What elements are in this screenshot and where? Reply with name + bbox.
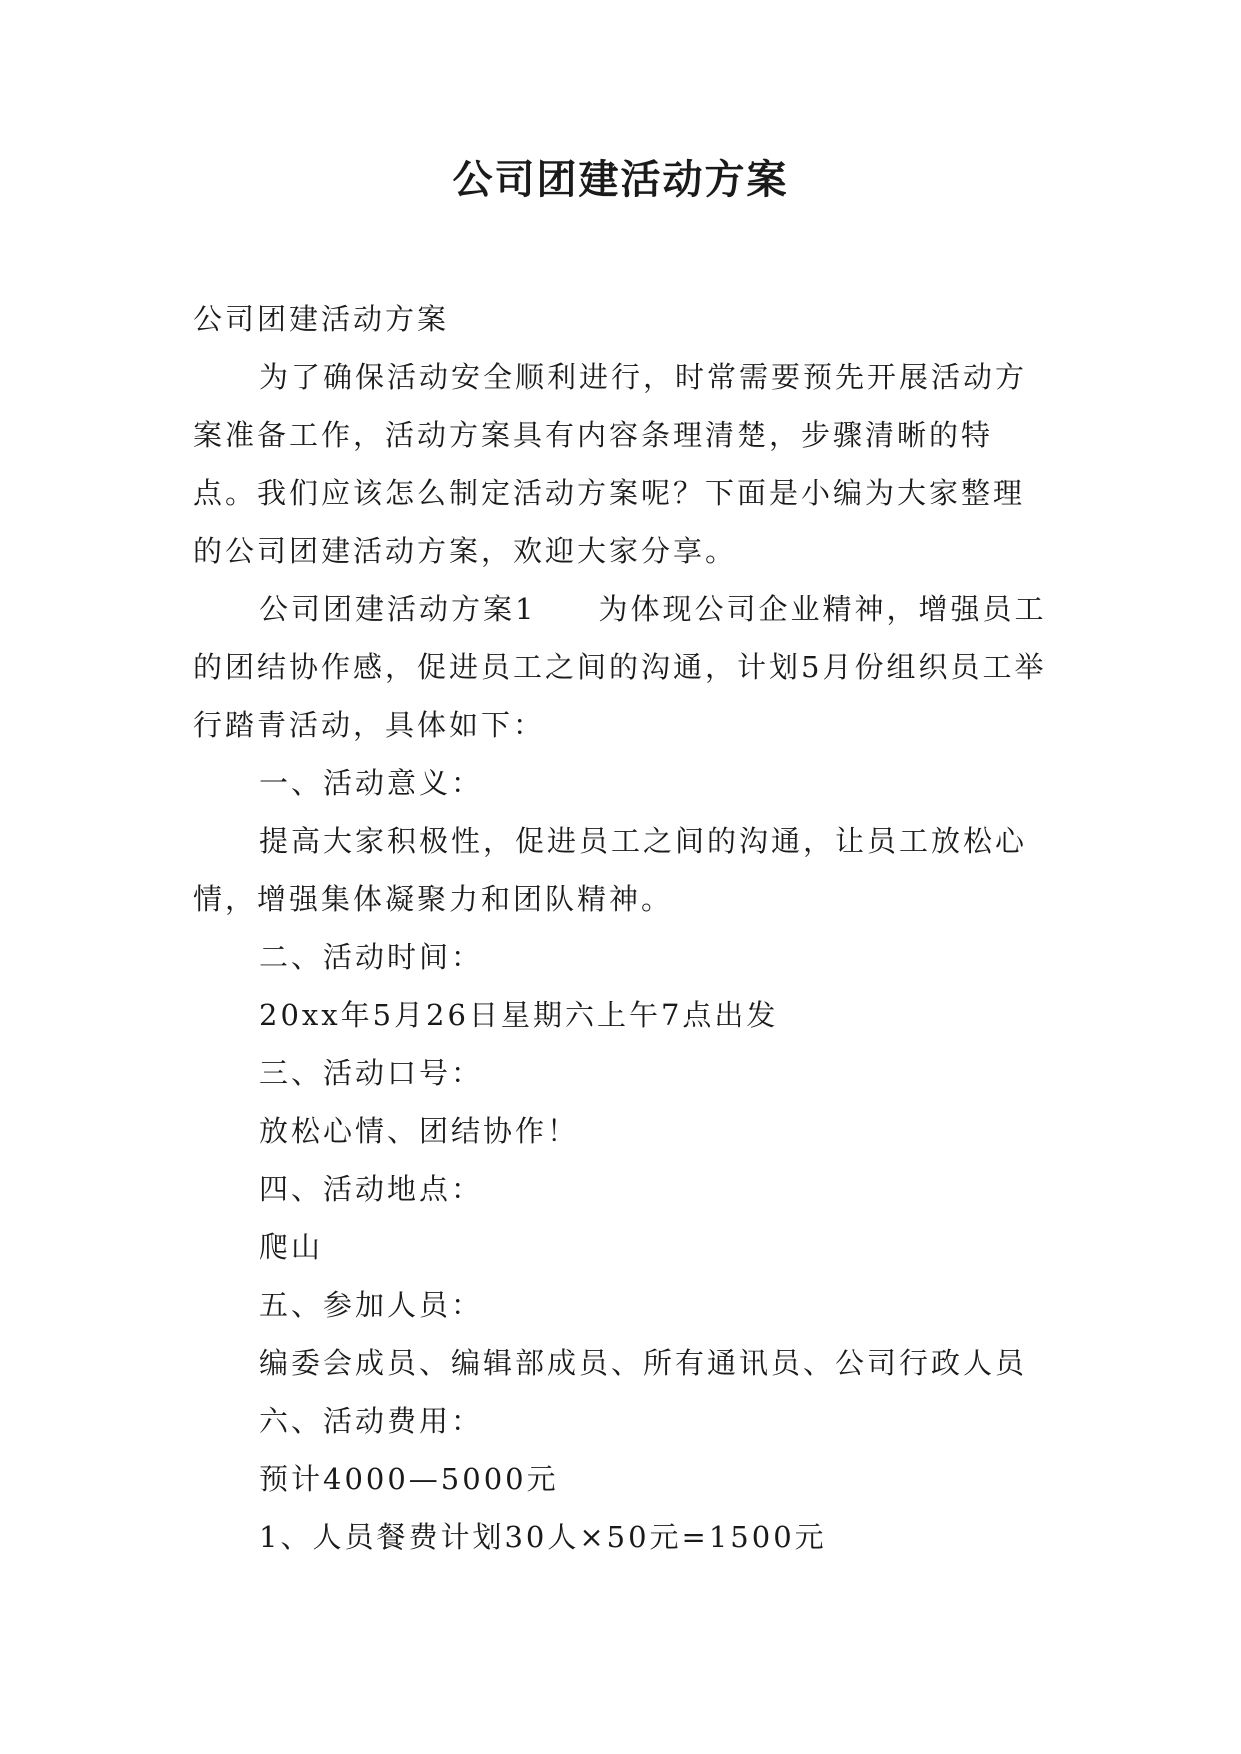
subtitle: 公司团建活动方案 bbox=[193, 302, 450, 336]
section-content: 20xx年5月26日星期六上午7点出发 bbox=[259, 998, 779, 1032]
section-heading: 一、活动意义： bbox=[259, 766, 484, 800]
cost-item: 1、人员餐费计划30人×50元=1500元 bbox=[259, 1520, 827, 1554]
section-heading: 四、活动地点： bbox=[259, 1172, 484, 1206]
section-content: 预计4000—5000元 bbox=[259, 1462, 559, 1496]
document-body bbox=[193, 290, 1055, 1566]
document-title: 公司团建活动方案 bbox=[452, 156, 789, 203]
plan1-heading: 公司团建活动方案1 bbox=[259, 592, 537, 626]
section-heading: 二、活动时间： bbox=[259, 940, 484, 974]
plan1-text: 为体现公司企业精神，增强员工的团结协作感，促进员工之间的沟通，计划5月份组织员工举行踏青活动，具体如下： bbox=[193, 592, 1047, 742]
section-content: 爬山 bbox=[259, 1230, 324, 1264]
section-content: 提高大家积极性，促进员工之间的沟通，让员工放松心情，增强集体凝聚力和团队精神。 bbox=[193, 824, 1028, 916]
intro-paragraph: 为了确保活动安全顺利进行，时常需要预先开展活动方案准备工作，活动方案具有内容条理清楚，步骤清晰的特点。我们应该怎么制定活动方案呢？下面是小编为大家整理的公司团建活动方案，欢迎大家分享。 bbox=[193, 360, 1028, 568]
plan1-paragraph bbox=[193, 580, 1055, 754]
section-heading: 三、活动口号： bbox=[259, 1056, 484, 1090]
section-content: 放松心情、团结协作！ bbox=[259, 1114, 580, 1148]
section-heading: 六、活动费用： bbox=[259, 1404, 484, 1438]
section-heading: 五、参加人员： bbox=[259, 1288, 484, 1322]
section-content: 编委会成员、编辑部成员、所有通讯员、公司行政人员 bbox=[259, 1346, 1028, 1380]
